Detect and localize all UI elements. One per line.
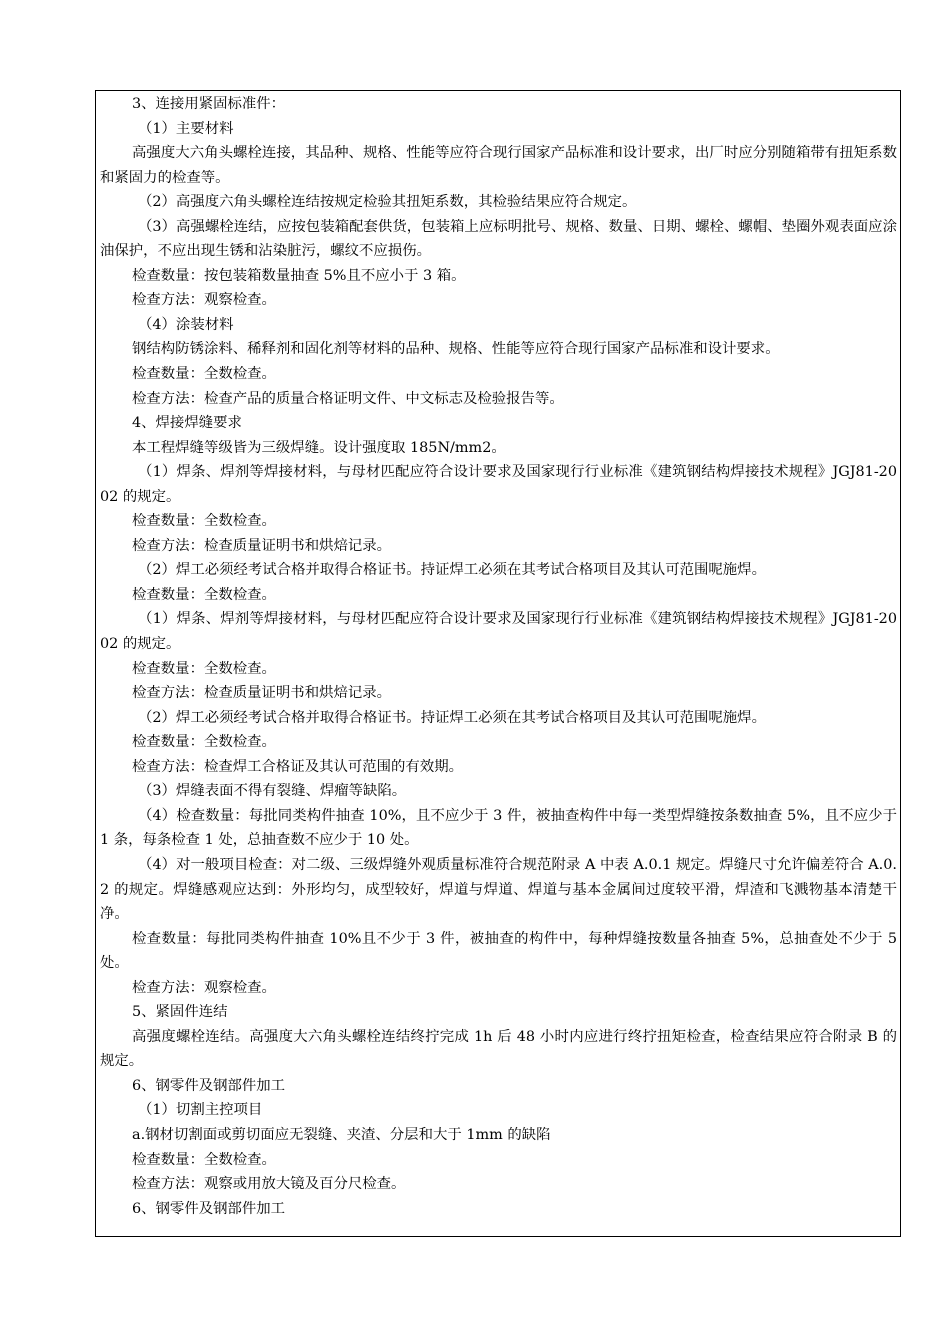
paragraph: 检查数量：全数检查。: [132, 660, 276, 677]
paragraph: 检查数量：每批同类构件抽查 10%且不少于 3 件，被抽查的构件中，每种焊缝按数量各抽查 5%，总抽查处不少于 5 处。: [100, 930, 897, 972]
paragraph: 检查数量：按包装箱数量抽查 5%且不应小于 3 箱。: [132, 267, 466, 284]
paragraph: 高强度螺栓连结。高强度大六角头螺栓连结终拧完成 1h 后 48 小时内应进行终拧扭矩检查，检查结果应符合附录 B 的规定。: [100, 1028, 897, 1070]
paragraph: 4、焊接焊缝要求: [132, 415, 242, 432]
paragraph: （4）检查数量：每批同类构件抽查 10%，且不应少于 3 件，被抽查构件中每一类型焊缝按条数抽查 5%，且不应少于 1 条，每条检查 1 处，总抽查数不应少于 10 处。: [100, 807, 897, 849]
paragraph: a.钢材切割面或剪切面应无裂缝、夹渣、分层和大于 1mm 的缺陷: [132, 1126, 551, 1143]
paragraph: 检查方法：观察检查。: [132, 292, 276, 309]
paragraph: 高强度大六角头螺栓连接，其品种、规格、性能等应符合现行国家产品标准和设计要求，出厂时应分别随箱带有扭矩系数和紧固力的检查等。: [100, 145, 897, 186]
paragraph: 6、钢零件及钢部件加工: [132, 1077, 286, 1094]
paragraph: （1）焊条、焊剂等焊接材料，与母材匹配应符合设计要求及国家现行行业标准《建筑钢结构焊接技术规程》JGJ81-2002 的规定。: [100, 611, 897, 653]
paragraph: （1）焊条、焊剂等焊接材料，与母材匹配应符合设计要求及国家现行行业标准《建筑钢结构焊接技术规程》JGJ81-2002 的规定。: [100, 464, 897, 505]
paragraph: （4）对一般项目检查：对二级、三级焊缝外观质量标准符合规范附录 A 中表 A.0.1 规定。焊缝尺寸允许偏差符合 A.0.2 的规定。焊缝感观应达到：外形均匀，成型较好，焊道与焊道、焊道与基本金属间过度较平滑，焊渣和飞溅物基本清楚干净。: [100, 856, 897, 923]
paragraph: 检查数量：全数检查。: [132, 734, 276, 751]
paragraph: 检查数量：全数检查。: [132, 366, 276, 383]
paragraph: 检查方法：观察检查。: [132, 979, 276, 996]
paragraph: （1）主要材料: [138, 120, 234, 137]
paragraph: 检查数量：全数检查。: [132, 1151, 276, 1168]
paragraph: 检查方法：检查质量证明书和烘焙记录。: [132, 685, 392, 702]
paragraph: （1）切割主控项目: [138, 1102, 263, 1119]
paragraph: 检查方法：检查质量证明书和烘焙记录。: [132, 537, 392, 554]
paragraph: 本工程焊缝等级皆为三级焊缝。设计强度取 185N/mm2。: [132, 439, 506, 456]
paragraph: 检查数量：全数检查。: [132, 513, 276, 530]
document-body: [95, 90, 901, 1237]
paragraph: 3、连接用紧固标准件：: [132, 96, 286, 112]
paragraph: （3）焊缝表面不得有裂缝、焊瘤等缺陷。: [138, 783, 407, 800]
paragraph: （4）涂装材料: [138, 316, 234, 333]
paragraph: （2）焊工必须经考试合格并取得合格证书。持证焊工必须在其考试合格项目及其认可范围呢施焊。: [138, 562, 766, 579]
paragraph: 检查方法：检查产品的质量合格证明文件、中文标志及检验报告等。: [132, 390, 564, 407]
paragraph: （2）高强度六角头螺栓连结按规定检验其扭矩系数，其检验结果应符合规定。: [138, 194, 637, 211]
paragraph: 6、钢零件及钢部件加工: [132, 1200, 286, 1217]
paragraph: （2）焊工必须经考试合格并取得合格证书。持证焊工必须在其考试合格项目及其认可范围呢施焊。: [138, 709, 766, 726]
paragraph: （3）高强螺栓连结，应按包装箱配套供货，包装箱上应标明批号、规格、数量、日期、螺栓、螺帽、垫圈外观表面应涂油保护，不应出现生锈和沾染脏污，螺纹不应损伤。: [100, 218, 897, 260]
paragraph: 钢结构防锈涂料、稀释剂和固化剂等材料的品种、规格、性能等应符合现行国家产品标准和设计要求。: [132, 341, 780, 358]
paragraph: 检查数量：全数检查。: [132, 586, 276, 603]
paragraph: 5、紧固件连结: [132, 1004, 228, 1021]
paragraph: 检查方法：观察或用放大镜及百分尺检查。: [132, 1176, 406, 1193]
paragraph: 检查方法：检查焊工合格证及其认可范围的有效期。: [132, 758, 463, 775]
